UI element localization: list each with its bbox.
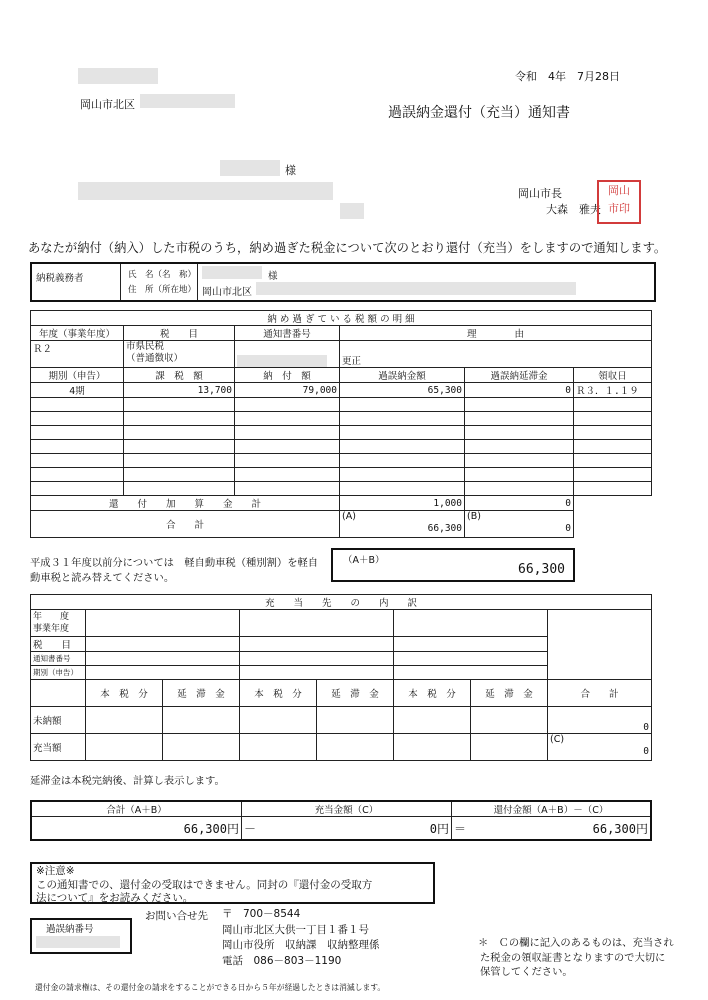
col-year: 年度（事業年度） [31,326,124,341]
row-overpaid-late: 0 [465,383,574,398]
address-prefix: 岡山市北区 [80,98,135,111]
redacted-block [340,203,364,219]
col-principal-2: 本 税 分 [240,680,317,707]
row-notice [235,341,340,368]
total-b-value: 0 [565,523,571,534]
ab-label: （A＋B） [343,555,385,566]
redacted-block [256,282,576,295]
appropriation-heading: 充 当 先 の 内 訳 [31,595,652,610]
detail-heading: 納 め 過 ぎ て い る 税 額 の 明 細 [31,311,652,326]
refund-add-value: 1,000 [340,496,465,511]
col-item: 税 目 [124,326,235,341]
col-period: 期別（申告） [31,368,124,383]
row-assessed: 13,700 [124,383,235,398]
issue-date: 令和 4年 7月28日 [515,70,620,83]
detail-table [30,310,652,538]
total-a-value: 66,300 [427,523,462,534]
caution-heading: ※注意※ [36,865,75,877]
summary-refund-value: 66,300 [592,821,636,836]
total-b [465,511,574,538]
summary-applied-value: 0 [429,821,437,836]
official-seal: 岡山 市印 [597,180,641,224]
summary-table [30,800,652,841]
refund-add-late: 0 [465,496,574,511]
name-label: 氏 名（名 称） [128,270,197,280]
col-overpaid: 過誤納金額 [340,368,465,383]
office-phone: 電話 086－803－1190 [222,954,342,967]
row-paid: 79,000 [235,383,340,398]
summary-total-value: 66,300 [183,821,227,836]
redacted-block [78,182,333,200]
applied-total: 0 [643,746,649,757]
col-principal-1: 本 税 分 [86,680,163,707]
row-receipt: Ｒ３．１.１９ [574,383,652,398]
redacted-block [202,266,262,279]
row-period-label: 期別（申告） [31,666,86,680]
caution-line-1: この通知書での、還付金の受取はできません。同封の『還付金の受取方 [36,878,373,891]
caution-box [30,862,435,904]
postal-code: 〒 700－8544 [222,908,301,920]
c-label: (C) [550,734,565,745]
row-item [124,341,235,368]
office-address: 岡山市北区大供一丁目１番１号 [222,923,369,936]
col-principal-3: 本 税 分 [394,680,471,707]
summary-col-applied: 充当金額（C） [242,801,452,817]
row-year: Ｒ２ [31,341,124,368]
intro-text: あなたが納付（納入）した市税のうち，納め過ぎた税金について次のとおり還付（充当）をしますので通知します。 [28,241,667,255]
summary-col-total: 合計（A＋B） [31,801,242,817]
refund-add-label: 還 付 加 算 金 計 [31,496,340,511]
taxpayer-label: 納税義務者 [36,273,84,284]
summary-applied-unit: 円 [436,821,449,836]
redacted-block [78,68,158,84]
inquiry-label: お問い合せ先 [145,910,208,922]
asterisk-note [478,936,674,980]
row-notice-label: 通知書番号 [31,652,86,666]
overpaid-number-label: 過誤納番号 [46,924,94,935]
appropriation-note: 延滞金は本税完納後、計算し表示します。 [30,775,225,787]
row-item-line2: （普通徴収） [126,353,184,364]
col-receipt: 領収日 [574,368,652,383]
taxpayer-address: 岡山市北区 [202,287,252,298]
row-unpaid-label: 未納額 [31,707,86,734]
summary-col-refund: 還付金額（A＋B）－（C） [452,801,652,817]
appropriation-table [30,594,652,761]
detail-note: 平成３１年度以前分については 軽自動車税（種別割）を軽自動車税と読み替えてください。 [30,557,319,584]
inquiry-block [222,907,380,969]
document-title: 過誤納金還付（充当）通知書 [388,105,570,121]
col-assessed: 課 税 額 [124,368,235,383]
redacted-block [140,94,235,108]
summary-total-unit: 円 [226,821,239,836]
bottom-note: 還付金の請求権は、その還付金の請求をすることができる日から５年が経過したときは消滅します。 [35,983,386,992]
total-label: 合 計 [31,511,340,538]
summary-refund-cell [452,817,652,841]
row-reason: 更正 [340,341,652,368]
row-year-label [31,610,86,637]
total-a-label: (A) [342,511,356,522]
minus-sign: － [244,821,257,836]
col-late-3: 延 滞 金 [471,680,548,707]
total-b-label: (B) [467,511,481,522]
redacted-block [36,936,120,948]
redacted-block [220,160,280,176]
taxpayer-box [30,262,656,302]
caution-line-2: 法について』をお読みください。 [36,892,194,904]
office-name: 岡山市役所 収納課 収納整理係 [222,939,380,951]
summary-refund-unit: 円 [635,821,648,836]
col-late-2: 延 滞 金 [317,680,394,707]
total-a [340,511,465,538]
addressee-suffix: 様 [285,164,296,177]
applied-total-cell [548,734,652,761]
asterisk-note-2: た税金の領収証書となりますので大切に [480,951,666,964]
asterisk-note-1: ＊ Ｃの欄に記入のあるものは、充当され [478,937,674,949]
address-label: 住 所（所在地） [128,285,197,295]
issuer-name: 大森 雅夫 [546,203,601,216]
ab-value: 66,300 [518,562,565,577]
taxpayer-name-suffix: 様 [268,271,278,282]
col-paid: 納 付 額 [235,368,340,383]
row-period: 4期 [31,383,124,398]
col-overpaid-late: 過誤納延滞金 [465,368,574,383]
col-notice: 通知書番号 [235,326,340,341]
col-reason: 理 由 [340,326,652,341]
col-late-1: 延 滞 金 [163,680,240,707]
row-overpaid: 65,300 [340,383,465,398]
row-year-label-1: 年 度 [33,612,70,622]
asterisk-note-3: 保管してください。 [480,966,573,978]
summary-applied-cell [242,817,452,841]
row-item-label: 税 目 [31,637,86,652]
issuer-title: 岡山市長 [518,187,562,200]
overpaid-number-box [30,918,132,954]
summary-total-cell [31,817,242,841]
col-total: 合 計 [548,680,652,707]
equals-sign: ＝ [454,821,467,836]
row-year-label-2: 事業年度 [33,624,70,634]
row-item-line1: 市県民税 [126,341,165,352]
unpaid-total: 0 [548,707,652,734]
ab-total-box [331,548,575,582]
row-applied-label: 充当額 [31,734,86,761]
